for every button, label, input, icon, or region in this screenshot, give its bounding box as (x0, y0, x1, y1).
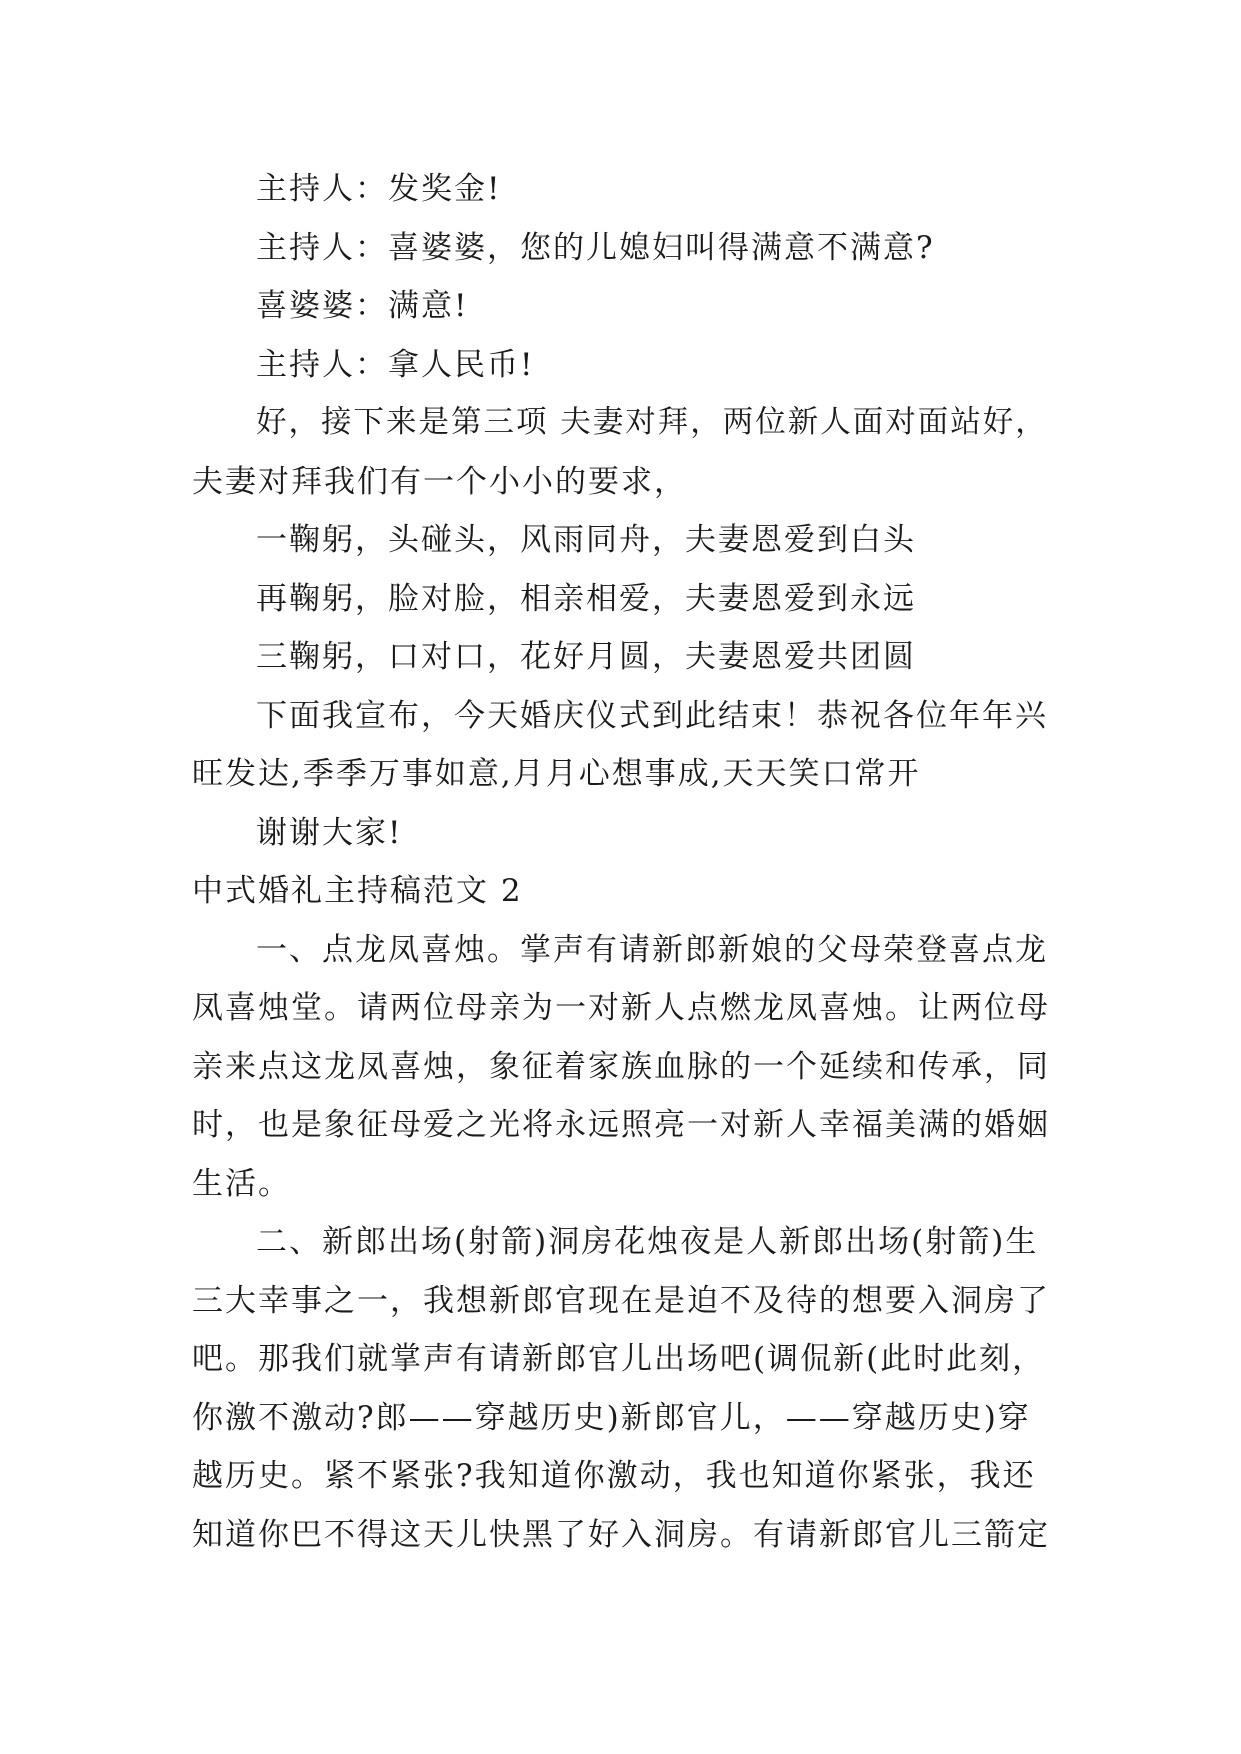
dialogue-line: 主持人：发奖金! (256, 171, 502, 207)
paragraph-line: 越历史。紧不紧张?我知道你激动，我也知道你紧张，我还 (192, 1458, 1036, 1494)
paragraph-line: 一、点龙凤喜烛。掌声有请新郎新娘的父母荣登喜点龙 (256, 931, 1048, 968)
dialogue-line: 主持人：喜婆婆，您的儿媳妇叫得满意不满意? (256, 229, 935, 266)
paragraph-line: 你激不激动?郎——穿越历史)新郎官儿，——穿越历史)穿 (192, 1399, 1031, 1436)
closing-line: 谢谢大家! (256, 814, 403, 851)
paragraph-line: 生活。 (192, 1165, 291, 1202)
paragraph-line: 三大幸事之一，我想新郎官现在是迫不及待的想要入洞房了 (192, 1282, 1050, 1319)
vow-line: 再鞠躬，脸对脸，相亲相爱，夫妻恩爱到永远 (256, 580, 916, 617)
document-body (192, 160, 1058, 1564)
section-heading: 中式婚礼主持稿范文 2 (192, 873, 523, 909)
dialogue-line: 喜婆婆：满意! (256, 288, 469, 324)
paragraph-line: 夫妻对拜我们有一个小小的要求， (192, 463, 687, 500)
vow-line: 一鞠躬，头碰头，风雨同舟，夫妻恩爱到白头 (256, 522, 916, 558)
paragraph-line: 凤喜烛堂。请两位母亲为一对新人点燃龙凤喜烛。让两位母 (192, 990, 1050, 1026)
paragraph-line: 旺发达,季季万事如意,月月心想事成,天天笑口常开 (192, 756, 921, 792)
vow-line: 三鞠躬，口对口，花好月圆，夫妻恩爱共团圆 (256, 639, 916, 675)
paragraph-line: 亲来点这龙凤喜烛，象征着家族血脉的一个延续和传承，同 (192, 1048, 1050, 1085)
paragraph-line: 知道你巴不得这天儿快黑了好入洞房。有请新郎官儿三箭定 (192, 1516, 1050, 1553)
dialogue-line: 主持人：拿人民币! (256, 346, 535, 383)
paragraph-line: 时，也是象征母爱之光将永远照亮一对新人幸福美满的婚姻 (192, 1107, 1050, 1143)
paragraph-line: 二、新郎出场(射箭)洞房花烛夜是人新郎出场(射箭)生 (256, 1224, 1039, 1260)
paragraph-line: 吧。那我们就掌声有请新郎官儿出场吧(调侃新(此时此刻， (192, 1341, 1046, 1377)
paragraph-line: 好，接下来是第三项 夫妻对拜，两位新人面对面站好， (256, 405, 1048, 440)
paragraph-line: 下面我宣布，今天婚庆仪式到此结束！恭祝各位年年兴 (256, 697, 1048, 734)
